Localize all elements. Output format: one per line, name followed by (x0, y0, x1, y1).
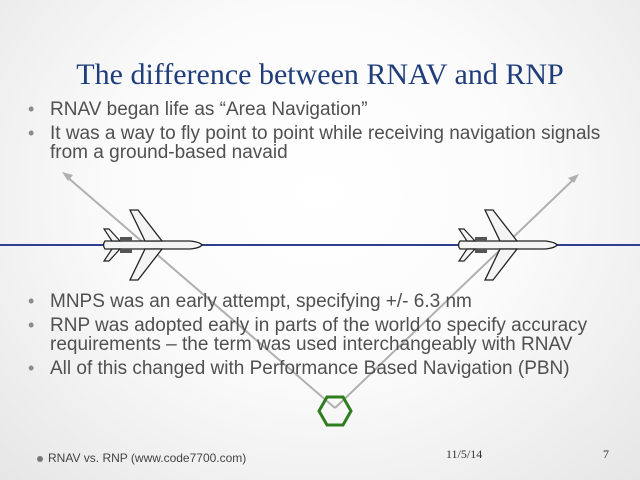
airplane-icon (459, 210, 558, 280)
slide-title: The difference between RNAV and RNP (76, 58, 564, 91)
bullet-item: • It was a way to fly point to point while receiving navigation signals from a ground-based navaid (28, 124, 628, 162)
footer-bullet (37, 456, 43, 462)
bullet-item: • RNAV began life as “Area Navigation” (28, 100, 628, 119)
hexagon-vor-icon (319, 397, 351, 425)
bullet-item: • All of this changed with Performance Based Navigation (PBN) (28, 359, 628, 378)
bullet-item: • MNPS was an early attempt, specifying +/- 6.3 nm (28, 292, 628, 311)
footer-source: RNAV vs. RNP (www.code7700.com) (48, 451, 247, 465)
page-number: 7 (603, 447, 609, 461)
bottom-bullet-list (28, 292, 628, 383)
bullet-item: • RNP was adopted early in parts of the world to specify accuracy requirements – the term was used interchangeably with RNAV (28, 316, 628, 354)
footer-date: 11/5/14 (446, 447, 483, 461)
arrowhead-right (568, 174, 579, 183)
